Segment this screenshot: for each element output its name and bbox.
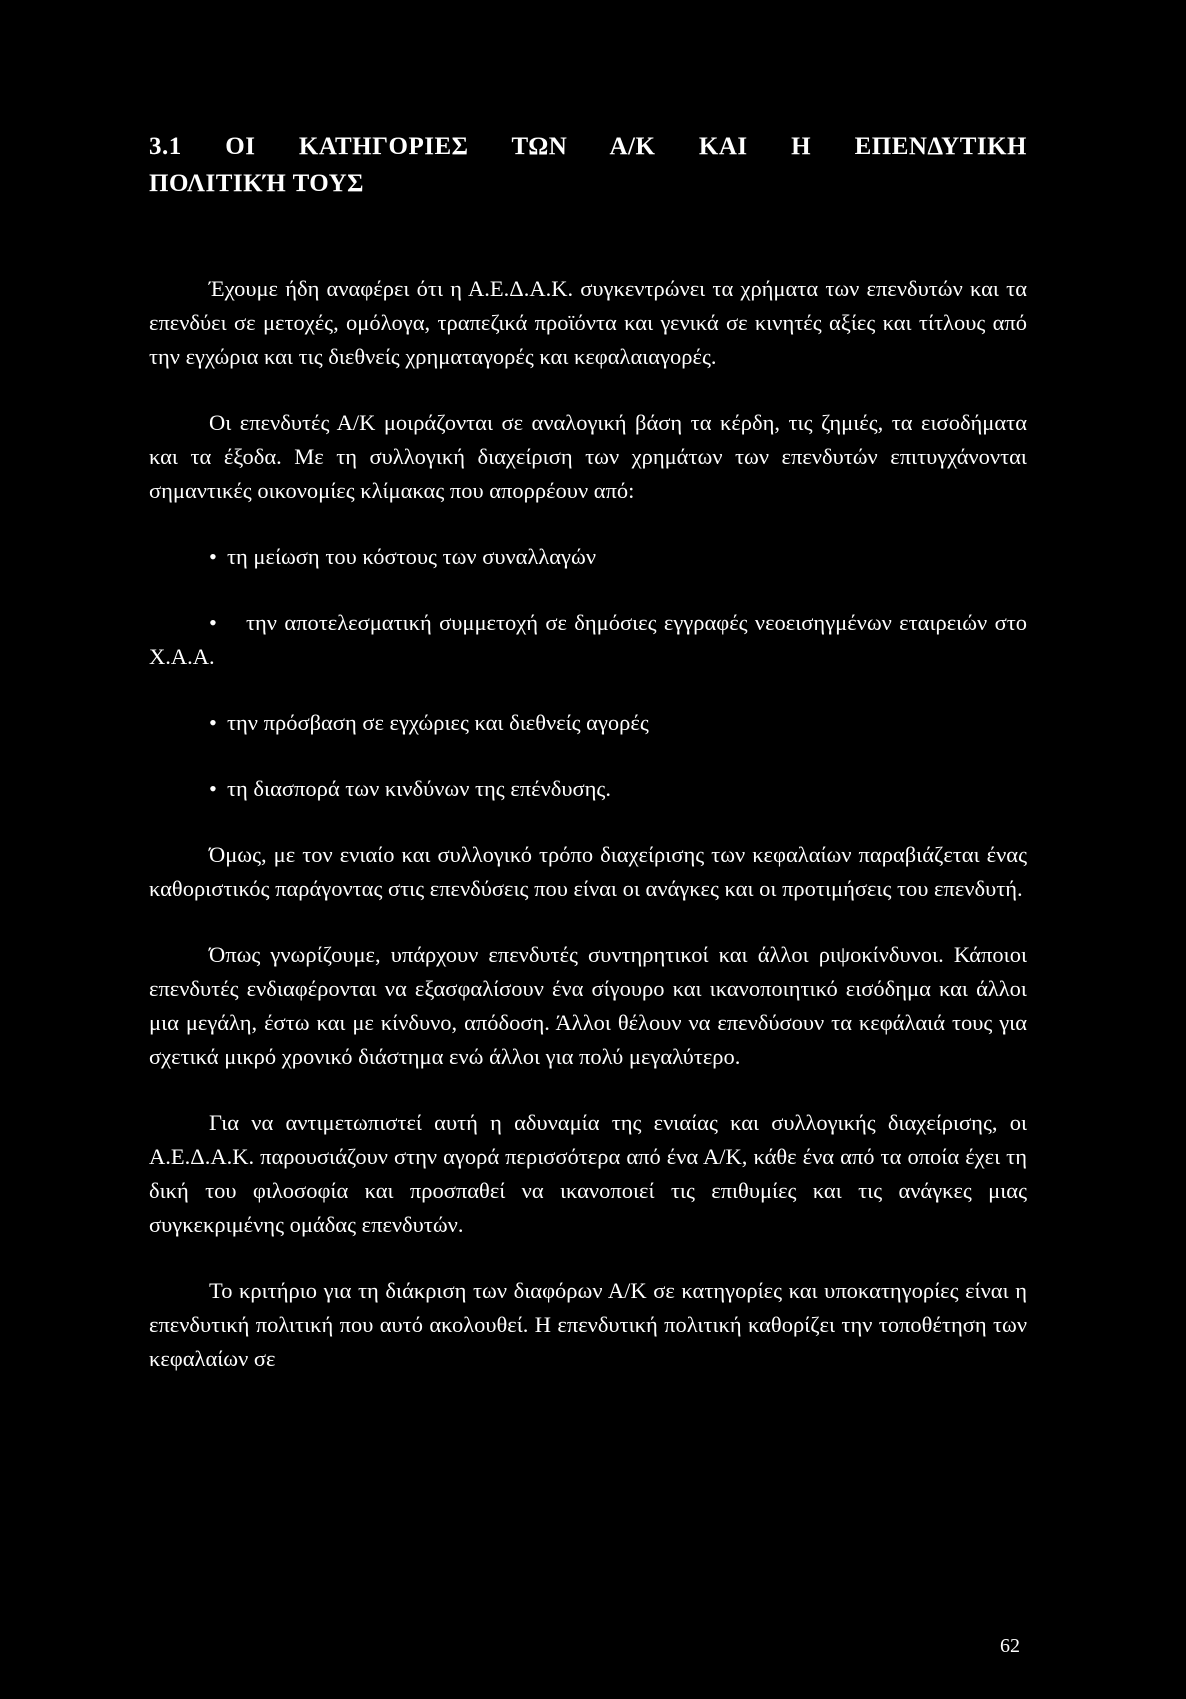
spacer — [149, 202, 1027, 272]
spacer — [149, 1074, 1027, 1106]
spacer — [149, 674, 1027, 706]
page-number: 62 — [1000, 1635, 1020, 1657]
spacer — [149, 1242, 1027, 1274]
bullet-icon: • — [209, 544, 217, 569]
spacer — [149, 906, 1027, 938]
spacer — [149, 374, 1027, 406]
bullet-icon: • — [209, 710, 217, 735]
bullet-icon: • — [209, 776, 217, 801]
spacer — [149, 574, 1027, 606]
paragraph-intro: Έχουμε ήδη αναφέρει ότι η Α.Ε.Δ.Α.Κ. συγκεντρώνει τα χρήματα των επενδυτών και τα επενδύει σε μετοχές, ομόλογα, τραπεζικά προϊόντα και γενικά σε κινητές αξίες και τίτλους από την εγχώρια και τις διεθνείς χρηματαγορές και κεφαλαιαγορές. — [149, 276, 1027, 369]
list-item-text: τη μείωση του κόστους των συναλλαγών — [227, 544, 596, 569]
list-item-text: την αποτελεσματική συμμετοχή σε δημόσιες εγγραφές νεοεισηγμένων εταιρειών στο Χ.Α.Α. — [149, 610, 1027, 669]
list-item — [149, 772, 1027, 806]
benefits-list — [149, 540, 1027, 806]
section-heading-line-1: 3.1 ΟΙ ΚΑΤΗΓΟΡΙΕΣ ΤΩΝ Α/Κ ΚΑΙ Η ΕΠΕΝΔΥΤΙΚΗ — [149, 133, 1027, 160]
page-content — [149, 128, 1027, 1376]
list-item — [149, 540, 1027, 574]
paragraph-investors-share: Οι επενδυτές Α/Κ μοιράζονται σε αναλογική βάση τα κέρδη, τις ζημιές, τα εισοδήματα και τα έξοδα. Με τη συλλογική διαχείριση των χρημάτων των επενδυτών επιτυγχάνονται σημαντικές οικονομίες κλίμακας που απορρέουν από: — [149, 410, 1027, 503]
list-item — [149, 606, 1027, 674]
section-heading — [149, 128, 1027, 202]
list-item-text: τη διασπορά των κινδύνων της επένδυσης. — [227, 776, 611, 801]
paragraph-however: Όμως, με τον ενιαίο και συλλογικό τρόπο διαχείρισης των κεφαλαίων παραβιάζεται ένας καθοριστικός παράγοντας στις επενδύσεις που είναι οι ανάγκες και οι προτιμήσεις του επενδυτή. — [149, 842, 1027, 901]
spacer — [149, 508, 1027, 540]
spacer — [149, 806, 1027, 838]
bullet-icon: • — [209, 610, 217, 635]
list-item-text: την πρόσβαση σε εγχώριες και διεθνείς αγορές — [227, 710, 649, 735]
spacer — [149, 740, 1027, 772]
list-item — [149, 706, 1027, 740]
section-heading-line-2: ΠΟΛΙΤΙΚΉ ΤΟΥΣ — [149, 170, 365, 197]
paragraph-criterion: Το κριτήριο για τη διάκριση των διαφόρων Α/Κ σε κατηγορίες και υποκατηγορίες είναι η επενδυτική πολιτική που αυτό ακολουθεί. Η επενδυτική πολιτική καθορίζει την τοποθέτηση των κεφαλαίων σε — [149, 1278, 1027, 1371]
paragraph-multiple-funds: Για να αντιμετωπιστεί αυτή η αδυναμία της ενιαίας και συλλογικής διαχείρισης, οι Α.Ε.Δ.Α.Κ. παρουσιάζουν στην αγορά περισσότερα από ένα Α/Κ, κάθε ένα από τα οποία έχει τη δική του φιλοσοφία και προσπαθεί να ικανοποιεί τις επιθυμίες και τις ανάγκες μιας συγκεκριμένης ομάδας επενδυτών. — [149, 1110, 1027, 1237]
paragraph-investor-types: Όπως γνωρίζουμε, υπάρχουν επενδυτές συντηρητικοί και άλλοι ριψοκίνδυνοι. Κάποιοι επενδυτές ενδιαφέρονται να εξασφαλίσουν ένα σίγουρο και ικανοποιητικό εισόδημα και άλλοι μια μεγάλη, έστω και με κίνδυνο, απόδοση. Άλλοι θέλουν να επενδύσουν τα κεφάλαιά τους για σχετικά μικρό χρονικό διάστημα ενώ άλλοι για πολύ μεγαλύτερο. — [149, 942, 1027, 1069]
